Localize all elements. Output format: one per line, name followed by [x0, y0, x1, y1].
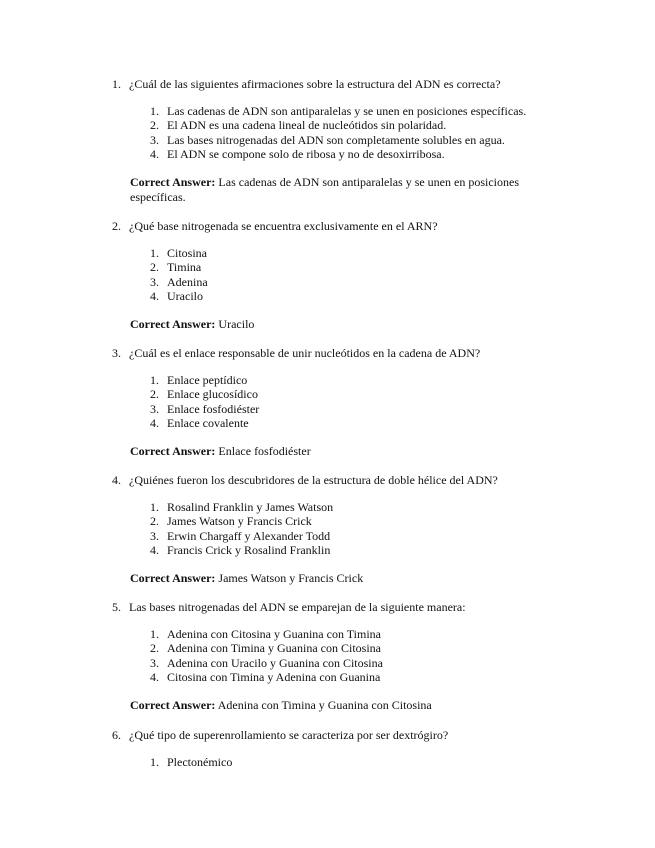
- option-list: [112, 755, 572, 770]
- question-number: 5.: [112, 600, 121, 614]
- option-text: Adenina con Timina y Guanina con Citosina: [167, 641, 381, 656]
- option-number: 4.: [150, 416, 159, 431]
- option-item: [150, 402, 572, 417]
- option-number: 2.: [150, 260, 159, 275]
- correct-answer-label: Correct Answer:: [130, 697, 216, 712]
- question-number: 1.: [112, 77, 121, 91]
- option-item: [150, 387, 572, 402]
- question-3: [112, 346, 572, 459]
- option-list: [112, 373, 572, 431]
- option-text: James Watson y Francis Crick: [167, 514, 312, 529]
- option-item: [150, 514, 572, 529]
- question-5: [112, 600, 572, 713]
- option-text: Uracilo: [167, 289, 203, 304]
- option-number: 4.: [150, 543, 159, 558]
- option-number: 3.: [150, 655, 159, 670]
- option-number: 1.: [150, 754, 159, 769]
- option-item: [150, 118, 572, 133]
- option-number: 2.: [150, 641, 159, 656]
- option-text: Enlace covalente: [167, 416, 249, 431]
- option-number: 3.: [150, 132, 159, 147]
- correct-answer-text: Las cadenas de ADN son antiparalelas y se unen en posiciones específicas.: [130, 174, 519, 204]
- option-text: Timina: [167, 260, 202, 275]
- question-text: ¿Quiénes fueron los descubridores de la estructura de doble hélice del ADN?: [129, 473, 498, 487]
- option-text: Adenina con Uracilo y Guanina con Citosina: [167, 655, 383, 670]
- option-item: [150, 104, 572, 119]
- option-item: [150, 416, 572, 431]
- correct-answer-text: Enlace fosfodiéster: [218, 443, 311, 458]
- option-number: 1.: [150, 372, 159, 387]
- option-item: [150, 543, 572, 558]
- question-4: [112, 473, 572, 586]
- question-number: 2.: [112, 219, 121, 233]
- option-number: 2.: [150, 514, 159, 529]
- question-number: 6.: [112, 728, 121, 742]
- option-text: Plectonémico: [167, 754, 233, 769]
- option-number: 3.: [150, 274, 159, 289]
- option-list: [112, 246, 572, 304]
- option-list: [112, 627, 572, 685]
- question-2: [112, 219, 572, 332]
- option-number: 4.: [150, 670, 159, 685]
- option-text: Enlace glucosídico: [167, 387, 258, 402]
- question-number: 3.: [112, 346, 121, 360]
- correct-answer-text: Uracilo: [218, 316, 255, 331]
- correct-answer: [130, 571, 570, 586]
- option-item: [150, 656, 572, 671]
- option-item: [150, 641, 572, 656]
- option-list: [112, 500, 572, 558]
- option-text: Francis Crick y Rosalind Franklin: [167, 543, 331, 558]
- option-item: [150, 373, 572, 388]
- option-text: Enlace fosfodiéster: [167, 401, 260, 416]
- option-item: [150, 529, 572, 544]
- correct-answer-label: Correct Answer:: [130, 570, 216, 585]
- question-text: ¿Qué base nitrogenada se encuentra exclusivamente en el ARN?: [129, 219, 438, 233]
- option-item: [150, 500, 572, 515]
- question-number: 4.: [112, 473, 121, 487]
- option-text: El ADN se compone solo de ribosa y no de desoxirribosa.: [167, 147, 445, 162]
- option-number: 1.: [150, 499, 159, 514]
- correct-answer: [130, 175, 570, 204]
- option-number: 2.: [150, 387, 159, 402]
- option-item: [150, 260, 572, 275]
- option-item: [150, 133, 572, 148]
- option-text: Erwin Chargaff y Alexander Todd: [167, 528, 331, 543]
- correct-answer-label: Correct Answer:: [130, 443, 216, 458]
- question-text: ¿Qué tipo de superenrollamiento se caracteriza por ser dextrógiro?: [129, 728, 449, 742]
- option-text: Las cadenas de ADN son antiparalelas y se unen en posiciones específicas.: [167, 103, 527, 118]
- question-text: ¿Cuál de las siguientes afirmaciones sobre la estructura del ADN es correcta?: [129, 77, 501, 91]
- correct-answer: [130, 698, 570, 713]
- question-text: ¿Cuál es el enlace responsable de unir nucleótidos en la cadena de ADN?: [129, 346, 481, 360]
- option-text: El ADN es una cadena lineal de nucleótidos sin polaridad.: [167, 118, 447, 133]
- correct-answer-label: Correct Answer:: [130, 174, 216, 189]
- option-text: Enlace peptídico: [167, 372, 248, 387]
- option-item: [150, 289, 572, 304]
- correct-answer: [130, 317, 570, 332]
- option-text: Citosina: [167, 245, 208, 260]
- option-number: 2.: [150, 118, 159, 133]
- option-number: 4.: [150, 289, 159, 304]
- option-item: [150, 275, 572, 290]
- option-number: 3.: [150, 401, 159, 416]
- option-item: [150, 147, 572, 162]
- option-item: [150, 627, 572, 642]
- option-number: 4.: [150, 147, 159, 162]
- option-text: Citosina con Timina y Adenina con Guanina: [167, 670, 381, 685]
- option-number: 1.: [150, 103, 159, 118]
- option-item: [150, 246, 572, 261]
- option-text: Rosalind Franklin y James Watson: [167, 499, 334, 514]
- option-text: Adenina: [167, 274, 208, 289]
- option-number: 1.: [150, 626, 159, 641]
- question-text: Las bases nitrogenadas del ADN se emparejan de la siguiente manera:: [129, 600, 466, 614]
- question-6: [112, 728, 572, 769]
- correct-answer-label: Correct Answer:: [130, 316, 216, 331]
- correct-answer: [130, 444, 570, 459]
- correct-answer-text: James Watson y Francis Crick: [218, 570, 364, 585]
- option-text: Las bases nitrogenadas del ADN son completamente solubles en agua.: [167, 132, 505, 147]
- correct-answer-text: Adenina con Timina y Guanina con Citosina: [217, 697, 432, 712]
- option-list: [112, 104, 572, 162]
- option-text: Adenina con Citosina y Guanina con Timina: [167, 626, 381, 641]
- option-item: [150, 755, 572, 770]
- option-number: 1.: [150, 245, 159, 260]
- question-1: [112, 77, 572, 204]
- option-number: 3.: [150, 528, 159, 543]
- option-item: [150, 670, 572, 685]
